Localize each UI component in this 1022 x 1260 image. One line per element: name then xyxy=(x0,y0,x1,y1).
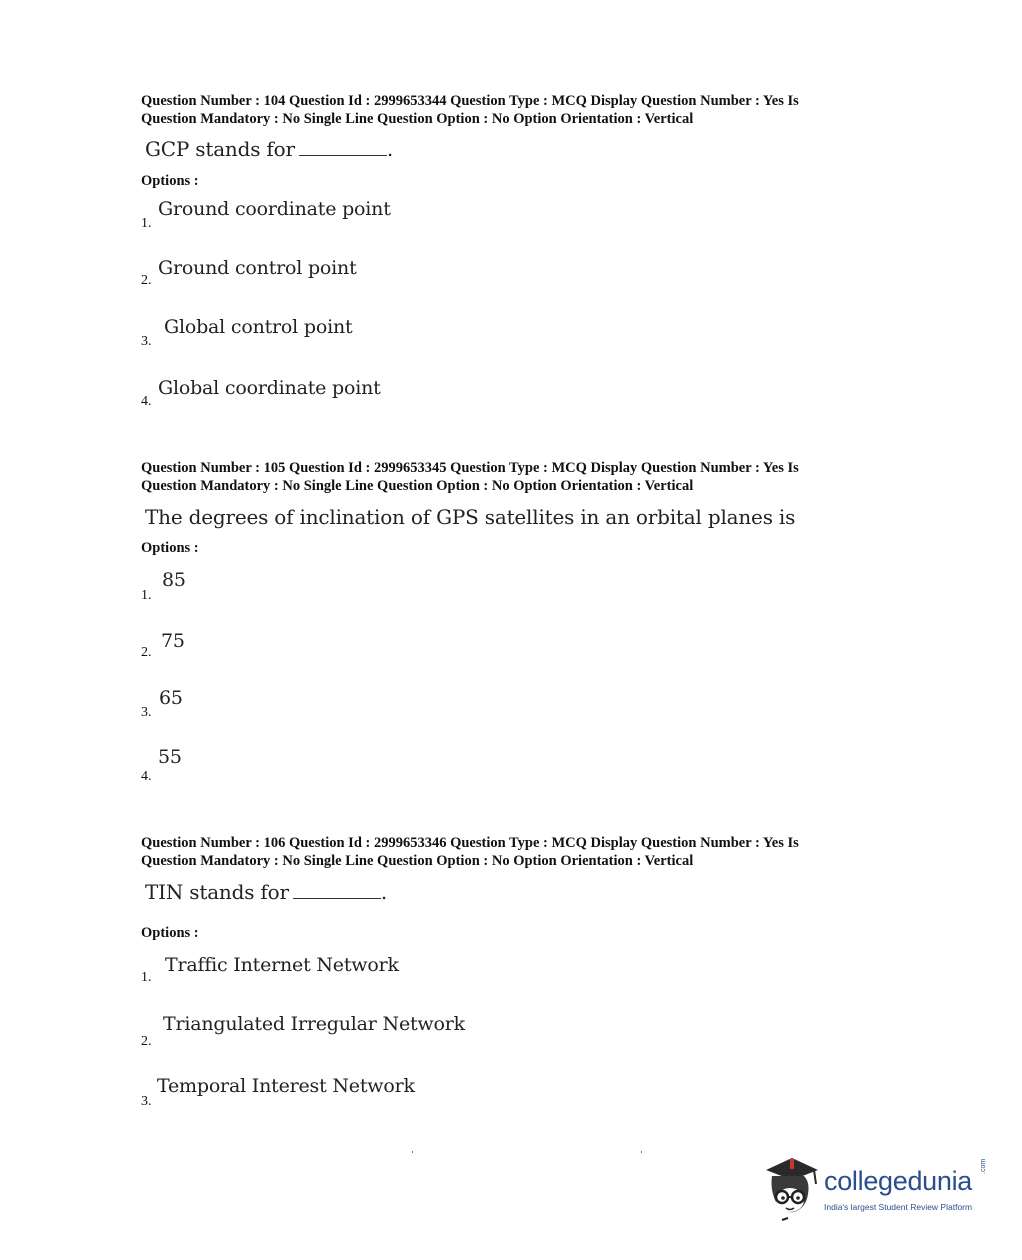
option-number: 1. xyxy=(141,970,152,985)
mascot-icon xyxy=(762,1150,822,1228)
option-text: Global coordinate point xyxy=(158,377,381,399)
answer-blank xyxy=(299,155,387,156)
logo-wordmark: collegedunia xyxy=(824,1166,973,1196)
option-text: Triangulated Irregular Network xyxy=(163,1013,465,1035)
question-text-content: TIN stands for xyxy=(145,880,289,904)
options-label: Options : xyxy=(141,540,199,556)
logo-tagline: India's largest Student Review Platform xyxy=(824,1202,973,1212)
option-text: Traffic Internet Network xyxy=(165,954,399,976)
question-text xyxy=(145,137,393,161)
answer-blank xyxy=(293,898,381,899)
option-number: 3. xyxy=(141,1094,152,1109)
option-number: 3. xyxy=(141,705,152,720)
option-text: Ground control point xyxy=(158,257,357,279)
scan-mark xyxy=(412,1151,413,1153)
scan-mark xyxy=(641,1151,642,1153)
option-text: Ground coordinate point xyxy=(158,198,391,220)
question-text: The degrees of inclination of GPS satellites in an orbital planes is xyxy=(145,505,796,529)
question-meta-line1: Question Number : 106 Question Id : 2999653346 Question Type : MCQ Display Question Number : Yes Is xyxy=(141,835,799,851)
collegedunia-logo xyxy=(762,1150,992,1230)
option-number: 2. xyxy=(141,645,152,660)
option-text: 65 xyxy=(159,687,183,709)
option-number: 1. xyxy=(141,588,152,603)
option-number: 2. xyxy=(141,273,152,288)
options-label: Options : xyxy=(141,173,199,189)
logo-domain-suffix: .com xyxy=(980,1158,987,1174)
option-number: 2. xyxy=(141,1034,152,1049)
blank-suffix: . xyxy=(380,880,388,904)
option-number: 4. xyxy=(141,394,152,409)
question-text xyxy=(145,880,387,904)
question-meta-line2: Question Mandatory : No Single Line Question Option : No Option Orientation : Vertical xyxy=(141,853,694,869)
option-number: 4. xyxy=(141,769,152,784)
question-meta-line2: Question Mandatory : No Single Line Question Option : No Option Orientation : Vertical xyxy=(141,111,694,127)
option-text: Temporal Interest Network xyxy=(157,1075,415,1097)
option-text: Global control point xyxy=(164,316,353,338)
option-number: 1. xyxy=(141,216,152,231)
option-text: 85 xyxy=(162,569,186,591)
option-number: 3. xyxy=(141,334,152,349)
question-meta-line2: Question Mandatory : No Single Line Question Option : No Option Orientation : Vertical xyxy=(141,478,694,494)
option-text: 75 xyxy=(161,630,185,652)
question-text-content: GCP stands for xyxy=(145,137,295,161)
options-label: Options : xyxy=(141,925,199,941)
question-meta-line1: Question Number : 104 Question Id : 2999653344 Question Type : MCQ Display Question Number : Yes Is xyxy=(141,93,799,109)
option-text: 55 xyxy=(158,746,182,768)
blank-suffix: . xyxy=(386,137,393,161)
question-meta-line1: Question Number : 105 Question Id : 2999653345 Question Type : MCQ Display Question Number : Yes Is xyxy=(141,460,799,476)
